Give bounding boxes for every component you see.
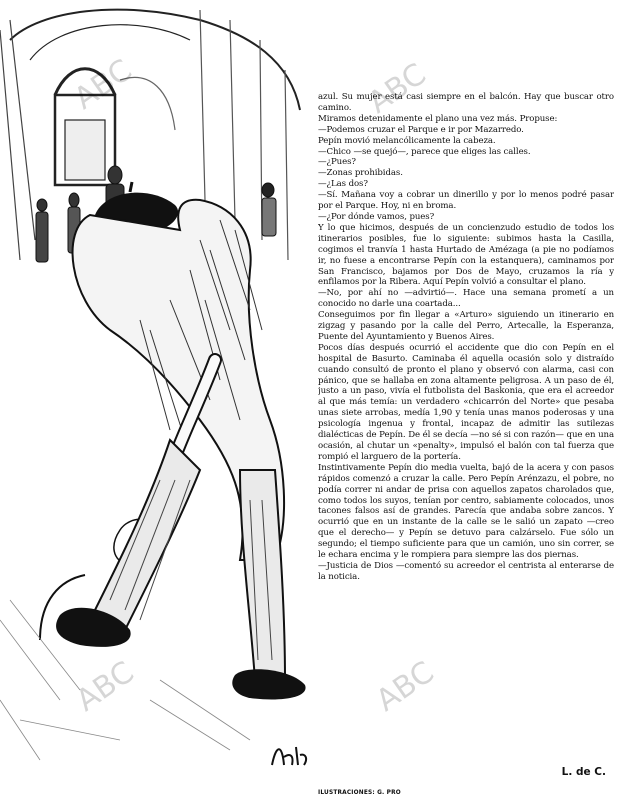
article-paragraph: Conseguimos por fin llegar a «Arturo» siguiendo un itinerario en zigzag y pasando por la calle del Perro, Artecalle, la Esperanza, Puente del Ayuntamiento y Buenos Aires.	[318, 310, 614, 342]
article-paragraph: Miramos detenidamente el plano una vez más. Propuse:	[318, 113, 558, 124]
article-paragraph: —Podemos cruzar el Parque e ir por Mazarredo.	[318, 124, 524, 135]
watermark-abc: ABC	[370, 654, 441, 719]
article-paragraph: Pepín movió melancólicamente la cabeza.	[318, 135, 496, 146]
watermark-abc: ABC	[70, 654, 141, 719]
watermark-abc: ABC	[68, 52, 139, 117]
author-byline: L. de C.	[561, 766, 606, 778]
article-paragraph: —¿Las dos?	[318, 179, 368, 190]
illustration-drawing	[0, 0, 318, 785]
article-paragraph: —Sí. Mañana voy a cobrar un dinerillo y por lo menos podré pasar por el Parque. Hoy, ni en broma.	[318, 190, 614, 212]
article-paragraph: —Chico —se quejó—, parece que eliges las calles.	[318, 146, 531, 157]
article-paragraph: —¿Pues?	[318, 157, 356, 168]
watermark-abc: ABC	[362, 56, 433, 121]
artist-signature-drawing	[268, 735, 312, 775]
article-body	[318, 92, 614, 752]
article-paragraph: —No, por ahí no —advirtió—. Hace una semana prometí a un conocido no darle una coartada...	[318, 288, 614, 310]
article-paragraph: —Justicia de Dios —comentó su acreedor el centrista al enterarse de la noticia.	[318, 560, 614, 582]
article-paragraph: —Zonas prohibidas.	[318, 168, 403, 179]
article-paragraph: —¿Por dónde vamos, pues?	[318, 211, 435, 222]
illustration	[0, 0, 318, 785]
article-paragraph: Instintivamente Pepín dio media vuelta, bajó de la acera y con pasos rápidos comenzó a cruzar la calle. Pero Pepín Arénzazu, el pobre, no podía correr ni andar de prisa con aquellos zapatos charolados que, como todos los suyos, tenían por centro, sabiamente colocados, unos tacones falsos así de grandes. Parecía que andaba sobre zancos. Y ocurrió que en un instante de la calle se le salió un zapato —creo que el derecho— y Pepín se detuvo para calzárselo. Fue sólo un segundo; el tiempo suficiente para que un camión, uno sin correr, se le echara encima y le rompiera para siempre las dos piernas.	[318, 462, 614, 561]
artist-signature	[268, 735, 312, 775]
article-paragraph: azul. Su mujer está casi siempre en el balcón. Hay que buscar otro camino.	[318, 92, 614, 113]
article-paragraph: Y lo que hicimos, después de un concienzudo estudio de todos los itinerarios posibles, fue lo siguiente: subimos hasta la Casilla, cogimos el tranvía 1 hasta Hurtado de Amézaga (a pie no podíamos ir, no fuese a encontrarse Pepín con la estanquera), caminamos por San Francisco, bajamos por Dos de Mayo, cruzamos la ría y enfilamos por la Ribera. Aquí Pepín volvió a consultar el plano.	[318, 222, 614, 288]
illustration-credit: ILUSTRACIONES: G. PRO	[318, 790, 401, 796]
article-paragraph: Pocos días después ocurrió el accidente que dio con Pepín en el hospital de Basurto. Caminaba él aquella ocasión solo y distraído cuando consultó de pronto el plano y observó con alarma, casi con pánico, que se hallaba en zona altamente peligrosa. A un paso de él, justo a un paso, vivía el futbolista del Baskonia, que era el acreedor al que más temía: un verdadero «chicarrón del Norte» que pesaba unas siete arrobas, medía 1,90 y tenía unas manos poderosas y una psicología ingenua y frontal, incapaz de admitir las sutilezas dialécticas de Pepín. De él se decía —no sé si con razón— que en una ocasión, al chutar un «penalty», impulsó el balón con tal fuerza que rompió el larguero de la portería.	[318, 342, 614, 462]
